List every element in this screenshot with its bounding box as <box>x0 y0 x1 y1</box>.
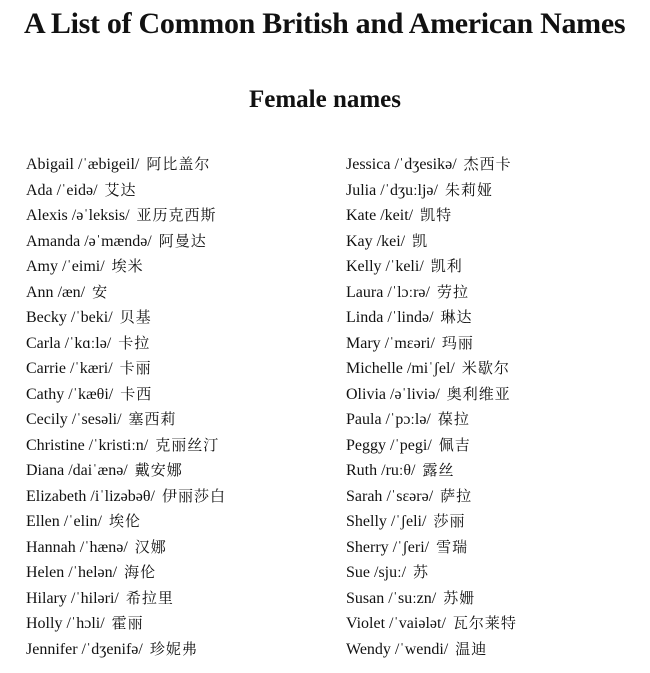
name-entry <box>346 178 646 204</box>
name-entry <box>346 586 646 612</box>
chinese-name: 温迪 <box>455 639 488 658</box>
pronunciation: /ˈmɛəri/ <box>384 334 435 352</box>
chinese-name: 艾达 <box>104 180 137 199</box>
english-name: Amy <box>26 258 58 275</box>
pronunciation: /ˈhelən/ <box>68 564 118 581</box>
english-name: Cathy <box>26 385 65 403</box>
pronunciation: /ˈlɔːrə/ <box>387 283 430 301</box>
pronunciation: /ˈʃeri/ <box>392 538 430 556</box>
english-name: Cecily <box>26 411 68 428</box>
chinese-name: 凯 <box>412 231 429 250</box>
name-entry <box>346 331 646 357</box>
chinese-name: 戴安娜 <box>134 461 183 479</box>
name-entry <box>26 254 336 280</box>
pronunciation: /ˈelin/ <box>63 513 102 530</box>
page-title: A List of Common British and American Names <box>24 7 626 40</box>
name-entry <box>346 484 646 510</box>
name-entry <box>26 305 336 331</box>
chinese-name: 玛丽 <box>441 333 474 352</box>
pronunciation: /ˈpɔːlə/ <box>385 411 431 428</box>
english-name: Mary <box>346 334 381 352</box>
name-entry <box>346 407 646 433</box>
pronunciation: /əˈliviə/ <box>390 385 440 403</box>
pronunciation: /ˈkɑːlə/ <box>64 334 112 352</box>
english-name: Elizabeth <box>26 487 87 505</box>
name-entry <box>346 637 646 663</box>
chinese-name: 杰西卡 <box>463 155 512 173</box>
name-entry <box>26 356 336 382</box>
chinese-name: 贝基 <box>119 308 152 326</box>
name-entry <box>346 382 646 408</box>
english-name: Julia <box>346 181 377 199</box>
chinese-name: 露丝 <box>422 461 455 479</box>
chinese-name: 卡丽 <box>119 359 152 377</box>
name-entry <box>346 203 646 229</box>
pronunciation: /ˈbeki/ <box>70 309 113 326</box>
chinese-name: 雪瑞 <box>436 537 469 556</box>
name-entry <box>26 203 336 229</box>
english-name: Becky <box>26 309 67 326</box>
english-name: Sherry <box>346 538 389 556</box>
english-name: Carla <box>26 334 61 352</box>
name-entry <box>346 509 646 535</box>
pronunciation: /ˈeidə/ <box>56 181 98 199</box>
name-entry <box>26 382 336 408</box>
name-entry <box>346 305 646 331</box>
pronunciation: /ˈpegi/ <box>390 436 432 454</box>
pronunciation: /sjuː/ <box>374 564 407 581</box>
name-entry <box>26 280 336 306</box>
chinese-name: 阿比盖尔 <box>146 155 211 173</box>
pronunciation: /ˈsesəli/ <box>71 411 122 428</box>
pronunciation: /ˈsɛərə/ <box>386 487 434 505</box>
name-entry <box>26 331 336 357</box>
chinese-name: 珍妮弗 <box>149 639 198 658</box>
chinese-name: 劳拉 <box>436 282 469 301</box>
chinese-name: 朱莉娅 <box>444 180 493 199</box>
chinese-name: 米歇尔 <box>461 359 510 377</box>
chinese-name: 佩吉 <box>438 435 471 454</box>
pronunciation: /daiˈænə/ <box>68 462 128 479</box>
name-entry <box>26 229 336 255</box>
english-name: Kate <box>346 207 377 224</box>
chinese-name: 苏姗 <box>443 588 476 607</box>
name-entry <box>26 535 336 561</box>
pronunciation: /ˈæbigeil/ <box>78 156 140 173</box>
chinese-name: 瓦尔莱特 <box>452 614 517 632</box>
pronunciation: /ˈhiləri/ <box>70 589 119 607</box>
english-name: Hilary <box>26 589 67 607</box>
name-entry <box>346 356 646 382</box>
name-entry <box>26 407 336 433</box>
pronunciation: /ˈdʒesikə/ <box>394 156 457 173</box>
section-title: Female names <box>248 86 402 113</box>
english-name: Amanda <box>26 232 81 250</box>
english-name: Michelle <box>346 360 403 377</box>
chinese-name: 萨拉 <box>440 486 473 505</box>
name-entry <box>346 229 646 255</box>
names-list-right <box>346 152 646 662</box>
chinese-name: 希拉里 <box>125 588 174 607</box>
pronunciation: /miˈʃel/ <box>406 360 455 377</box>
english-name: Diana <box>26 462 65 479</box>
chinese-name: 霍丽 <box>111 614 144 632</box>
name-entry <box>346 280 646 306</box>
english-name: Olivia <box>346 385 386 403</box>
name-entry <box>346 535 646 561</box>
name-entry <box>26 152 336 178</box>
english-name: Helen <box>26 564 65 581</box>
english-name: Violet <box>346 615 386 632</box>
chinese-name: 凯利 <box>430 257 463 275</box>
chinese-name: 莎丽 <box>433 512 466 530</box>
english-name: Ruth <box>346 462 378 479</box>
pronunciation: /kei/ <box>376 232 406 250</box>
chinese-name: 凯特 <box>420 206 453 224</box>
pronunciation: /ˈkristiːn/ <box>88 436 149 454</box>
pronunciation: /ˈkæri/ <box>69 360 113 377</box>
pronunciation: /ˈlində/ <box>387 309 434 326</box>
chinese-name: 塞西莉 <box>128 410 177 428</box>
chinese-name: 伊丽莎白 <box>161 486 226 505</box>
english-name: Wendy <box>346 640 391 658</box>
pronunciation: /ˈkeli/ <box>385 258 424 275</box>
name-entry <box>26 586 336 612</box>
pronunciation: /ˈdʒenifə/ <box>81 640 143 658</box>
pronunciation: /æn/ <box>57 283 86 301</box>
english-name: Ann <box>26 283 54 301</box>
english-name: Carrie <box>26 360 66 377</box>
name-entry <box>26 560 336 586</box>
english-name: Holly <box>26 615 63 632</box>
chinese-name: 埃伦 <box>108 512 141 530</box>
pronunciation: /ˈʃeli/ <box>390 513 427 530</box>
english-name: Paula <box>346 411 382 428</box>
chinese-name: 奥利维亚 <box>446 384 511 403</box>
chinese-name: 卡西 <box>120 384 153 403</box>
pronunciation: /ˈhænə/ <box>79 538 128 556</box>
english-name: Linda <box>346 309 384 326</box>
english-name: Sarah <box>346 487 383 505</box>
name-entry <box>346 611 646 637</box>
chinese-name: 葆拉 <box>437 410 470 428</box>
name-entry <box>26 509 336 535</box>
pronunciation: /ˈwendi/ <box>394 640 449 658</box>
pronunciation: /əˈleksis/ <box>71 207 130 224</box>
english-name: Jennifer <box>26 640 78 658</box>
chinese-name: 埃米 <box>111 257 144 275</box>
pronunciation: /ruːθ/ <box>381 462 416 479</box>
pronunciation: /ˈvaiələt/ <box>389 615 446 632</box>
english-name: Ada <box>26 181 53 199</box>
chinese-name: 亚历克西斯 <box>136 206 217 224</box>
chinese-name: 克丽丝汀 <box>155 435 220 454</box>
pronunciation: /iˈlizəbəθ/ <box>90 487 155 505</box>
pronunciation: /ˈeimi/ <box>62 258 105 275</box>
name-entry <box>346 433 646 459</box>
english-name: Laura <box>346 283 384 301</box>
english-name: Peggy <box>346 436 386 454</box>
english-name: Abigail <box>26 156 74 173</box>
name-entry <box>26 458 336 484</box>
chinese-name: 安 <box>92 282 109 301</box>
english-name: Kay <box>346 232 373 250</box>
chinese-name: 海伦 <box>124 563 157 581</box>
english-name: Kelly <box>346 258 382 275</box>
name-entry <box>346 458 646 484</box>
english-name: Shelly <box>346 513 387 530</box>
chinese-name: 汉娜 <box>134 537 167 556</box>
name-entry <box>346 560 646 586</box>
english-name: Hannah <box>26 538 76 556</box>
chinese-name: 苏 <box>413 563 430 581</box>
chinese-name: 卡拉 <box>118 333 151 352</box>
pronunciation: /ˈkæθi/ <box>68 385 114 403</box>
names-list-left <box>26 152 336 662</box>
english-name: Alexis <box>26 207 68 224</box>
name-entry <box>26 178 336 204</box>
english-name: Susan <box>346 589 385 607</box>
english-name: Jessica <box>346 156 391 173</box>
name-entry <box>26 433 336 459</box>
pronunciation: /ˈsuːzn/ <box>388 589 437 607</box>
pronunciation: /əˈmændə/ <box>84 232 152 250</box>
english-name: Ellen <box>26 513 60 530</box>
pronunciation: /ˈhɔli/ <box>66 615 105 632</box>
english-name: Christine <box>26 436 85 454</box>
english-name: Sue <box>346 564 370 581</box>
name-entry <box>26 637 336 663</box>
name-entry <box>346 152 646 178</box>
name-entry <box>26 611 336 637</box>
chinese-name: 阿曼达 <box>158 231 207 250</box>
pronunciation: /keit/ <box>380 207 414 224</box>
name-entry <box>346 254 646 280</box>
chinese-name: 琳达 <box>440 308 473 326</box>
pronunciation: /ˈdʒuːljə/ <box>380 181 438 199</box>
name-entry <box>26 484 336 510</box>
